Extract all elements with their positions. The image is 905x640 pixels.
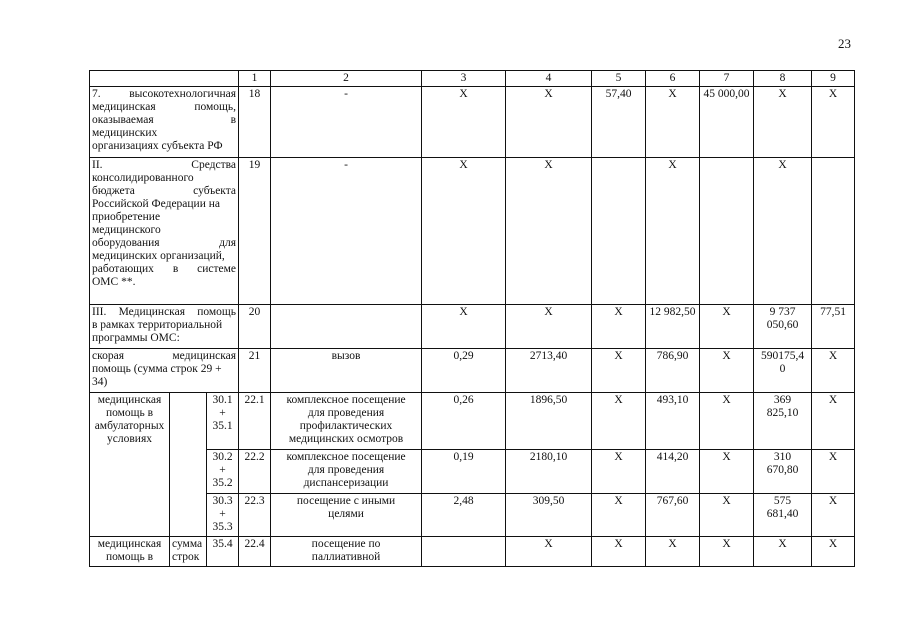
- col6-cell: 786,90: [646, 349, 700, 393]
- col4-cell: X: [506, 305, 592, 349]
- col8-cell: [754, 450, 812, 494]
- label-line: медицинских организаций,: [92, 250, 225, 262]
- col4-cell: 2180,10: [506, 450, 592, 494]
- col3-cell: 0,26: [422, 393, 506, 450]
- col4-cell: 2713,40: [506, 349, 592, 393]
- col5-cell: X: [592, 349, 646, 393]
- col8-cell: [754, 349, 812, 393]
- col4-cell: 309,50: [506, 494, 592, 537]
- header-cell: 8: [754, 71, 812, 87]
- unit-line: комплексное посещение: [286, 451, 406, 463]
- col3-cell: X: [422, 87, 506, 158]
- unit-cell: -: [271, 158, 422, 305]
- col9-cell: [812, 158, 855, 305]
- col8-cell: X: [754, 158, 812, 305]
- amb-label: [90, 393, 170, 537]
- row-number: 22.3: [239, 494, 271, 537]
- ref-cell: [207, 494, 239, 537]
- unit-line: целями: [328, 508, 364, 520]
- unit-line: посещение с иными: [296, 495, 396, 507]
- header-cell: [90, 71, 239, 87]
- unit-line: паллиативной: [311, 551, 381, 563]
- unit-line: профилактических: [299, 420, 393, 432]
- row-number: 22.2: [239, 450, 271, 494]
- label-line: приобретение: [92, 211, 161, 223]
- col9-cell: X: [812, 87, 855, 158]
- col6-cell: X: [646, 87, 700, 158]
- row-number: 21: [239, 349, 271, 393]
- ref-line: +: [219, 464, 226, 476]
- ref-line: 30.2: [212, 451, 233, 463]
- ref-line: 35.1: [212, 420, 233, 432]
- col7-cell: 45 000,00: [700, 87, 754, 158]
- header-cell: 7: [700, 71, 754, 87]
- ref-line: 30.1: [212, 394, 233, 406]
- label-line: II. Средства: [92, 159, 237, 171]
- col5-cell: [592, 158, 646, 305]
- table-row: [90, 393, 855, 450]
- unit-line: для проведения: [307, 407, 385, 419]
- data-table: [89, 70, 855, 567]
- col5-cell: X: [592, 494, 646, 537]
- header-row: [90, 71, 855, 87]
- label-line: медицинская: [97, 394, 162, 406]
- label-line: 34): [92, 376, 108, 388]
- ref-line: 35.2: [212, 477, 233, 489]
- label-line: условиях: [107, 433, 152, 445]
- col9-cell: X: [812, 494, 855, 537]
- sum-cell: [170, 537, 207, 567]
- col3-cell: X: [422, 158, 506, 305]
- col4-cell: 1896,50: [506, 393, 592, 450]
- col6-cell: 493,10: [646, 393, 700, 450]
- col3-cell: X: [422, 305, 506, 349]
- col7-cell: [700, 158, 754, 305]
- col8-cell: [754, 393, 812, 450]
- col8-cell: [754, 494, 812, 537]
- col9-cell: X: [812, 537, 855, 567]
- col8-cell: X: [754, 537, 812, 567]
- col4-cell: X: [506, 537, 592, 567]
- table-row: [90, 537, 855, 567]
- col4-cell: X: [506, 87, 592, 158]
- value-line: 681,40: [766, 508, 799, 520]
- col3-cell: [422, 537, 506, 567]
- label-line: медицинского: [92, 224, 161, 236]
- row-number: 19: [239, 158, 271, 305]
- col8-cell: X: [754, 87, 812, 158]
- label-line: организациях субъекта РФ: [92, 140, 223, 152]
- header-cell: 5: [592, 71, 646, 87]
- col5-cell: X: [592, 450, 646, 494]
- unit-line: для проведения: [307, 464, 385, 476]
- label-line: Российской Федерации на: [92, 198, 220, 210]
- label-line: медицинская помощь,: [92, 101, 237, 113]
- col5-cell: X: [592, 305, 646, 349]
- table-row: [90, 349, 855, 393]
- row-label: [90, 537, 170, 567]
- col3-cell: 2,48: [422, 494, 506, 537]
- col7-cell: X: [700, 393, 754, 450]
- unit-cell: вызов: [271, 349, 422, 393]
- ref-cell: [207, 450, 239, 494]
- table-row: [90, 87, 855, 158]
- label-line: работающих в системе: [92, 263, 237, 275]
- unit-cell: [271, 494, 422, 537]
- page-number: 23: [838, 36, 851, 51]
- col7-cell: X: [700, 349, 754, 393]
- unit-line: посещение по: [311, 538, 381, 550]
- unit-cell: [271, 393, 422, 450]
- row-number: 22.1: [239, 393, 271, 450]
- label-line: скорая медицинская: [92, 350, 237, 362]
- label-line: III. Медицинская помощь: [92, 306, 237, 318]
- label-line: помощь в: [105, 551, 154, 563]
- col7-cell: X: [700, 494, 754, 537]
- value-line: 310: [773, 451, 792, 463]
- row-number: 18: [239, 87, 271, 158]
- label-line: помощь (сумма строк 29 +: [92, 363, 222, 375]
- col3-cell: 0,19: [422, 450, 506, 494]
- sum-cell: [170, 393, 207, 537]
- col7-cell: X: [700, 537, 754, 567]
- value-line: 575: [773, 495, 792, 507]
- sum-line: строк: [172, 551, 200, 563]
- col9-cell: X: [812, 393, 855, 450]
- label-line: медицинская: [97, 538, 162, 550]
- ref-cell: [207, 393, 239, 450]
- col6-cell: 12 982,50: [646, 305, 700, 349]
- col5-cell: 57,40: [592, 87, 646, 158]
- header-cell: 3: [422, 71, 506, 87]
- header-cell: 6: [646, 71, 700, 87]
- header-cell: 2: [271, 71, 422, 87]
- col9-cell: X: [812, 450, 855, 494]
- row-label: [90, 305, 239, 349]
- col8-cell: [754, 305, 812, 349]
- label-line: программы ОМС:: [92, 332, 180, 344]
- header-cell: 9: [812, 71, 855, 87]
- label-line: бюджета субъекта: [92, 185, 237, 197]
- sum-line: сумма: [172, 538, 203, 550]
- label-line: в рамках территориальной: [92, 319, 223, 331]
- col6-cell: 767,60: [646, 494, 700, 537]
- value-line: 825,10: [766, 407, 799, 419]
- value-line: 050,60: [766, 319, 799, 331]
- row-label: [90, 158, 239, 305]
- col9-cell: 77,51: [812, 305, 855, 349]
- ref-line: +: [219, 407, 226, 419]
- label-line: амбулаторных: [94, 420, 165, 432]
- header-cell: 4: [506, 71, 592, 87]
- col6-cell: 414,20: [646, 450, 700, 494]
- ref-line: +: [219, 508, 226, 520]
- label-line: 7. высокотехнологичная: [92, 88, 237, 100]
- value-line: 9 737: [769, 306, 796, 318]
- col6-cell: X: [646, 537, 700, 567]
- row-label: [90, 87, 239, 158]
- ref-line: 35.3: [212, 521, 233, 533]
- label-line: ОМС **.: [92, 276, 136, 288]
- col9-cell: X: [812, 349, 855, 393]
- unit-line: комплексное посещение: [286, 394, 406, 406]
- value-line: 670,80: [766, 464, 799, 476]
- col3-cell: 0,29: [422, 349, 506, 393]
- unit-cell: -: [271, 87, 422, 158]
- ref-line: 30.3: [212, 495, 233, 507]
- label-line: медицинских: [92, 127, 158, 139]
- col7-cell: X: [700, 450, 754, 494]
- col7-cell: X: [700, 305, 754, 349]
- unit-line: диспансеризации: [303, 477, 389, 489]
- label-line: консолидированного: [92, 172, 194, 184]
- unit-cell: [271, 305, 422, 349]
- unit-line: медицинских осмотров: [288, 433, 404, 445]
- label-line: оказываемая в: [92, 114, 237, 126]
- col4-cell: X: [506, 158, 592, 305]
- row-number: 20: [239, 305, 271, 349]
- row-number: 22.4: [239, 537, 271, 567]
- unit-cell: [271, 537, 422, 567]
- label-line: помощь в: [105, 407, 154, 419]
- ref-cell: 35.4: [207, 537, 239, 567]
- value-line: 0: [779, 363, 786, 375]
- table-row: [90, 305, 855, 349]
- unit-cell: [271, 450, 422, 494]
- col5-cell: X: [592, 537, 646, 567]
- value-line: 590175,4: [760, 350, 805, 362]
- col6-cell: X: [646, 158, 700, 305]
- table-row: [90, 158, 855, 305]
- col5-cell: X: [592, 393, 646, 450]
- header-cell: 1: [239, 71, 271, 87]
- row-label: [90, 349, 239, 393]
- value-line: 369: [773, 394, 792, 406]
- label-line: оборудования для: [92, 237, 237, 249]
